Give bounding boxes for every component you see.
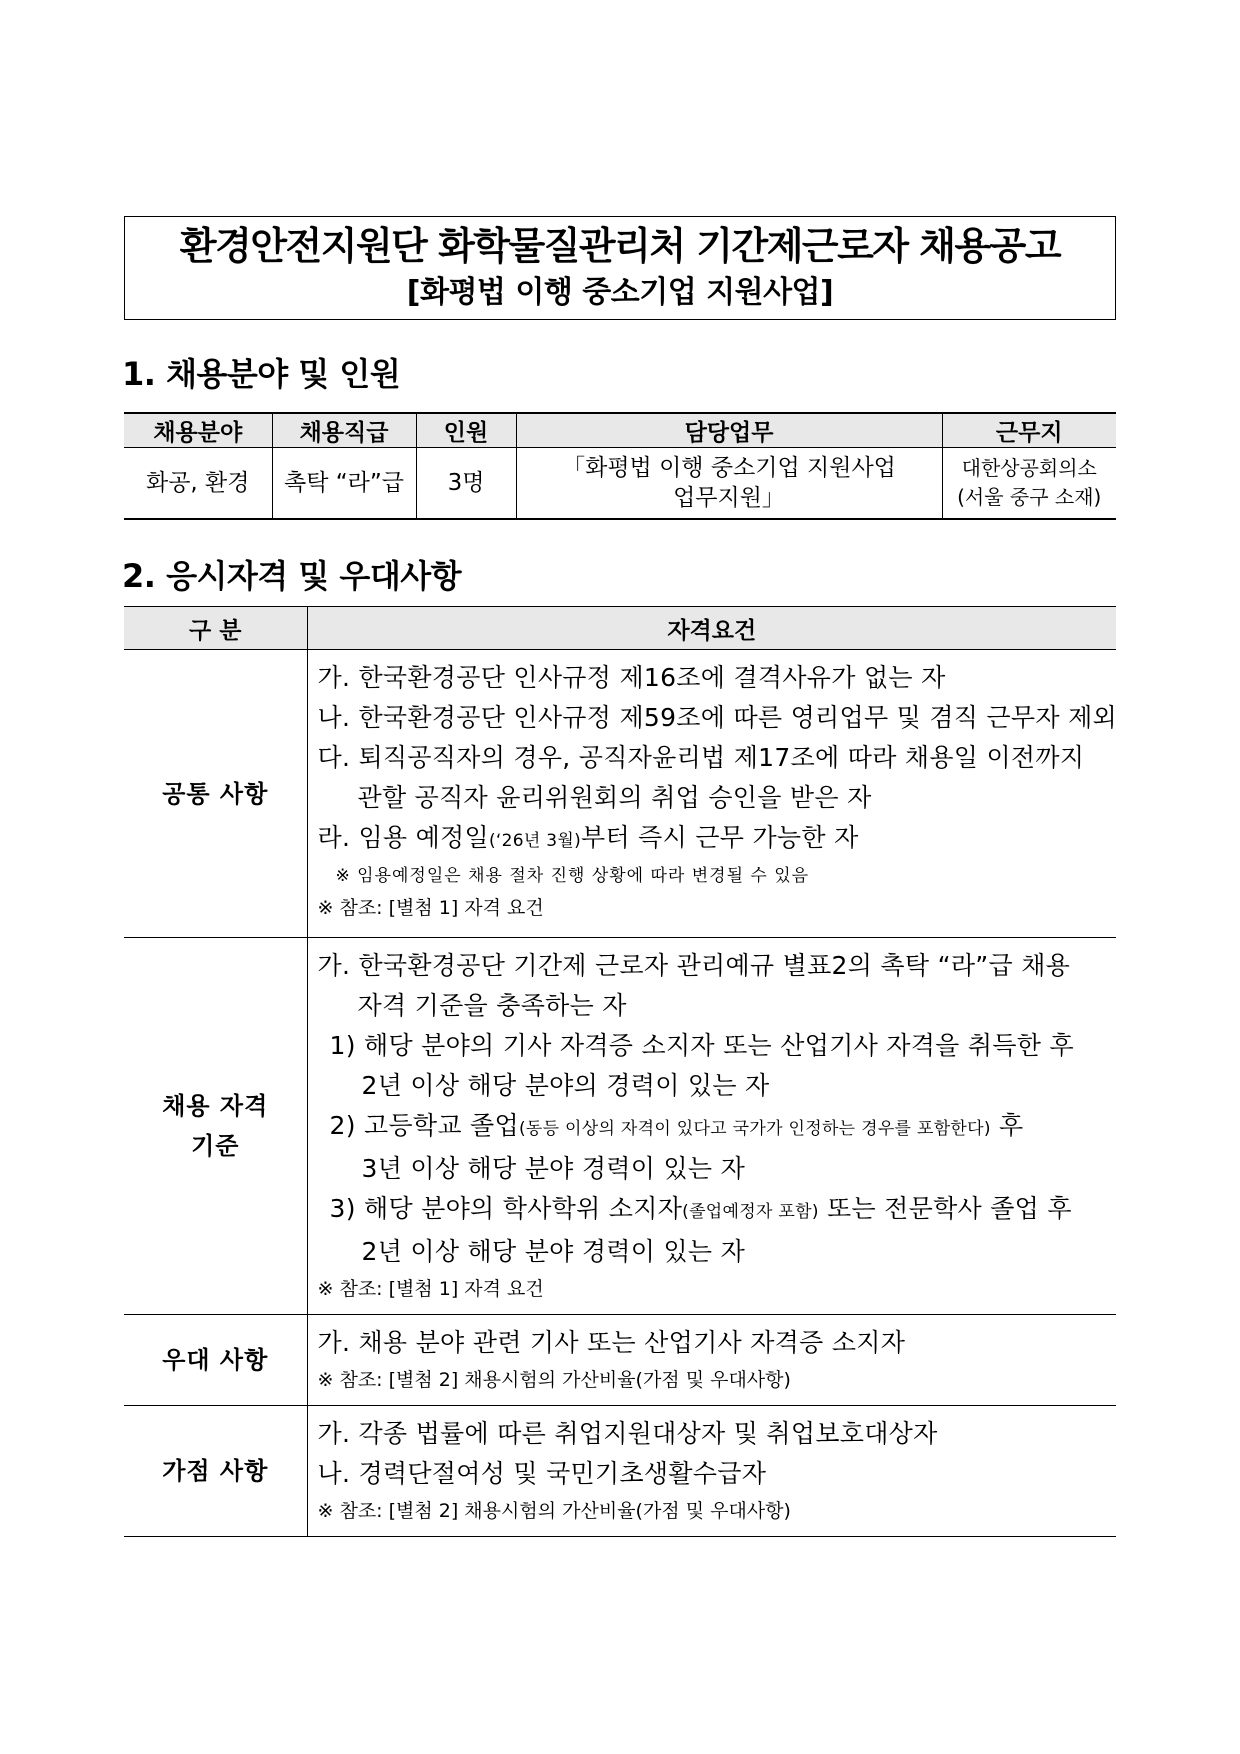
qual-item1-cont: 2년 이상 해당 분야의 경력이 있는 자 (361, 1071, 770, 1100)
table-header-row (124, 607, 1116, 650)
title-box (124, 216, 1116, 320)
qual-line-ga-cont: 자격 기준을 충족하는 자 (357, 991, 627, 1020)
ra-date: (‘26년 3월) (488, 831, 582, 851)
label-qualification (124, 938, 307, 1315)
content-qualification (307, 938, 1116, 1315)
header-category: 구 분 (124, 607, 307, 650)
ra-prefix: 라. 임용 예정일 (317, 823, 489, 852)
table-row-common (124, 650, 1116, 938)
qualification-table (124, 606, 1116, 1537)
content-preference (307, 1315, 1116, 1406)
document-title: 환경안전지원단 화학물질관리처 기간제근로자 채용공고 (179, 224, 1061, 268)
item2-detail: (동등 이상의 자격이 있다고 국가가 인정하는 경우를 포함한다) (518, 1119, 991, 1139)
item2-suffix: 후 (990, 1111, 1024, 1140)
qual-item1: 1) 해당 분야의 기사 자격증 소지자 또는 산업기사 자격을 취득한 후 (329, 1031, 1074, 1060)
qual-item3 (318, 1189, 1109, 1232)
qual-item2 (318, 1106, 1109, 1149)
label-common: 공통 사항 (124, 650, 307, 938)
section1-heading: 1. 채용분야 및 인원 (122, 355, 401, 393)
qual-note-reference: ※ 참조: [별첨 1] 자격 요건 (317, 1278, 544, 1300)
bonus-line-ga: 가. 각종 법률에 따른 취업지원대상자 및 취업보호대상자 (317, 1419, 938, 1448)
common-line-ra (318, 818, 1109, 861)
cell-grade: 촉탁 “라”급 (272, 448, 416, 520)
bonus-note-reference: ※ 참조: [별첨 2] 채용시험의 가산비율(가점 및 우대사항) (317, 1500, 791, 1522)
cell-place (942, 448, 1116, 520)
cell-count: 3명 (416, 448, 516, 520)
table-row-bonus (124, 1406, 1116, 1537)
common-line-ga: 가. 한국환경공단 인사규정 제16조에 결격사유가 없는 자 (317, 663, 946, 692)
recruitment-table (124, 412, 1116, 520)
bonus-line-na: 나. 경력단절여성 및 국민기초생활수급자 (317, 1459, 767, 1488)
table-row-preference (124, 1315, 1116, 1406)
header-grade: 채용직급 (272, 413, 416, 448)
item2-prefix: 2) 고등학교 졸업 (329, 1111, 519, 1140)
duty-line1: 「화평법 이행 중소기업 지원사업 (562, 455, 896, 481)
place-line2: (서울 중구 소재) (957, 485, 1102, 509)
section2-heading: 2. 응시자격 및 우대사항 (122, 557, 462, 595)
label-preference: 우대 사항 (124, 1315, 307, 1406)
header-duty: 담당업무 (516, 413, 942, 448)
header-field: 채용분야 (124, 413, 272, 448)
item3-prefix: 3) 해당 분야의 학사학위 소지자 (329, 1194, 683, 1223)
table-row (124, 448, 1116, 520)
label-qualification-line1: 채용 자격 (162, 1092, 269, 1120)
common-line-da: 다. 퇴직공직자의 경우, 공직자윤리법 제17조에 따라 채용일 이전까지 (317, 743, 1085, 772)
common-note-reference: ※ 참조: [별첨 1] 자격 요건 (317, 897, 544, 919)
qual-item3-cont: 2년 이상 해당 분야 경력이 있는 자 (361, 1237, 746, 1266)
table-row-qualification (124, 938, 1116, 1315)
common-line-da-cont: 관할 공직자 윤리위원회의 취업 승인을 받은 자 (357, 783, 872, 812)
common-note-schedule: ※ 임용예정일은 채용 절차 진행 상황에 따라 변경될 수 있음 (335, 866, 810, 886)
duty-line2: 업무지원」 (673, 485, 785, 511)
label-bonus: 가점 사항 (124, 1406, 307, 1537)
cell-field: 화공, 환경 (124, 448, 272, 520)
header-requirements: 자격요건 (307, 607, 1116, 650)
content-common (307, 650, 1116, 938)
header-count: 인원 (416, 413, 516, 448)
document-page (122, 216, 1117, 1522)
table-header-row (124, 413, 1116, 448)
place-line1: 대한상공회의소 (961, 456, 1097, 480)
common-line-na: 나. 한국환경공단 인사규정 제59조에 따른 영리업무 및 겸직 근무자 제외 (317, 703, 1117, 732)
pref-line-ga: 가. 채용 분야 관련 기사 또는 산업기사 자격증 소지자 (317, 1328, 906, 1357)
item3-detail: (졸업예정자 포함) (682, 1202, 819, 1222)
content-bonus (307, 1406, 1116, 1537)
document-subtitle: [화평법 이행 중소기업 지원사업] (406, 275, 834, 310)
cell-duty (516, 448, 942, 520)
item3-suffix: 또는 전문학사 졸업 후 (818, 1194, 1072, 1223)
qual-item2-cont: 3년 이상 해당 분야 경력이 있는 자 (361, 1154, 746, 1183)
label-qualification-line2: 기준 (191, 1132, 240, 1160)
ra-suffix: 부터 즉시 근무 가능한 자 (581, 823, 859, 852)
pref-note-reference: ※ 참조: [별첨 2] 채용시험의 가산비율(가점 및 우대사항) (317, 1369, 791, 1391)
header-place: 근무지 (942, 413, 1116, 448)
qual-line-ga: 가. 한국환경공단 기간제 근로자 관리예규 별표2의 촉탁 “라”급 채용 (317, 951, 1071, 980)
